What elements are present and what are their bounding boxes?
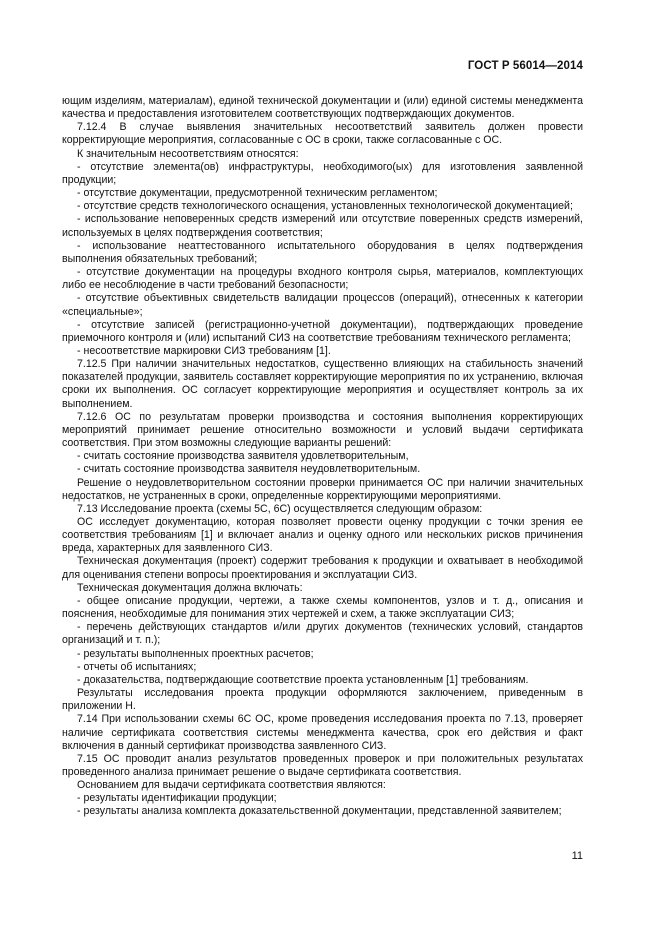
paragraph: 7.14 При использовании схемы 6С ОС, кроме проведения исследования проекта по 7.13, проверяет наличие сертификата соответствия системы менеджмента качества, срок его действия и факт включения в данный сертификат производства заявленного СИЗ. [62, 713, 583, 752]
list-item: - отсутствие средств технологического оснащения, установленных технологической документацией; [77, 200, 573, 213]
paragraph: ОС исследует документацию, которая позволяет провести оценку продукции с точки зрения ее соответствия требованиям [1] и включает анализ и оценку одного или нескольких рисков причинения вреда, характерных для заявленного СИЗ. [62, 516, 583, 555]
paragraph: 7.12.4 В случае выявления значительных несоответствий заявитель должен провести корректирующие мероприятия, согласованные с ОС в сроки, также согласованные с ОС. [62, 121, 583, 147]
document-body [62, 95, 583, 819]
document-header: ГОСТ Р 56014—2014 [467, 60, 583, 72]
list-item: - отсутствие элемента(ов) инфраструктуры, необходимого(ых) для изготовления заявленной продукции; [62, 160, 583, 186]
list-item: - отсутствие объективных свидетельств валидации процессов (операций), отнесенных к категории «специальные»; [62, 292, 583, 318]
list-item: - результаты идентификации продукции; [77, 792, 277, 805]
page-number: 11 [571, 850, 583, 862]
paragraph: 7.12.6 ОС по результатам проверки производства и состояния выполнения корректирующих мероприятий принимает решение относительно возможности и условий выдачи сертификата соответствия. При этом возможны следующие варианты решений: [62, 410, 583, 450]
list-item: - отсутствие документации, предусмотренной техническим регламентом; [77, 187, 438, 200]
paragraph: 7.12.5 При наличии значительных недостатков, существенно влияющих на стабильность значений показателей продукции, заявитель составляет корректирующие мероприятия по их устранению, включая сроки их выполнения. ОС согласует корректирующие мероприятия и осуществляет контроль за их выполнением. [62, 358, 583, 410]
paragraph: Результаты исследования проекта продукции оформляются заключением, приведенным в приложении Н. [62, 687, 583, 713]
paragraph: Основанием для выдачи сертификата соответствия являются: [77, 779, 386, 792]
list-item: - считать состояние производства заявителя удовлетворительным, [77, 450, 409, 463]
list-item: - несоответствие маркировки СИЗ требованиям [1]. [77, 344, 331, 357]
paragraph: Техническая документация должна включать: [77, 581, 303, 594]
paragraph: Решение о неудовлетворительном состоянии проверки принимается ОС при наличии значительных недостатков, не устраненных в сроки, определенные корректирующими мероприятиями. [62, 476, 583, 502]
list-item: - результаты анализа комплекта доказательственной документации, представленной заявителем; [77, 805, 562, 818]
list-item: - перечень действующих стандартов и/или других документов (технических условий, стандартов организаций и т. п.); [62, 621, 583, 647]
list-item: - результаты выполненных проектных расчетов; [77, 647, 314, 660]
list-item: - отсутствие документации на процедуры входного контроля сырья, материалов, комплектующих либо ее несоблюдение в части требований безопасности; [62, 266, 583, 292]
list-item: - доказательства, подтверждающие соответствие проекта установленным [1] требованиям. [77, 673, 529, 686]
list-item: - отчеты об испытаниях; [77, 660, 197, 673]
list-item: - считать состояние производства заявителя неудовлетворительным. [77, 463, 421, 476]
list-item: - общее описание продукции, чертежи, а также схемы компонентов, узлов и т. д., описания и пояснения, необходимые для понимания этих чертежей и схем, а также эксплуатации СИЗ; [62, 594, 583, 621]
paragraph: Техническая документация (проект) содержит требования к продукции и охватывает в необходимой для оценивания степени вопросы проектирования и эксплуатации СИЗ. [62, 555, 583, 581]
paragraph: К значительным несоответствиям относятся: [77, 147, 299, 160]
paragraph: ющим изделиям, материалам), единой технической документации и (или) единой системы менеджмента качества и предоставления изготовителем соответствующих подтверждающих документов. [62, 95, 583, 121]
paragraph: 7.15 ОС проводит анализ результатов проведенных проверок и при положительных результатах проведенного анализа принимает решение о выдаче сертификата соответствия. [62, 752, 583, 778]
list-item: - отсутствие записей (регистрационно-учетной документации), подтверждающих проведение приемочного контроля и (или) испытаний СИЗ на соответствие требованиям технического регламента; [62, 318, 583, 344]
paragraph: 7.13 Исследование проекта (схемы 5С, 6С) осуществляется следующим образом: [77, 502, 483, 515]
list-item: - использование неаттестованного испытательного оборудования в целях подтверждения выполнения обязательных требований; [62, 239, 583, 265]
list-item: - использование неповеренных средств измерений или отсутствие поверенных средств измерений, используемых в целях подтверждения соответствия; [62, 213, 583, 239]
